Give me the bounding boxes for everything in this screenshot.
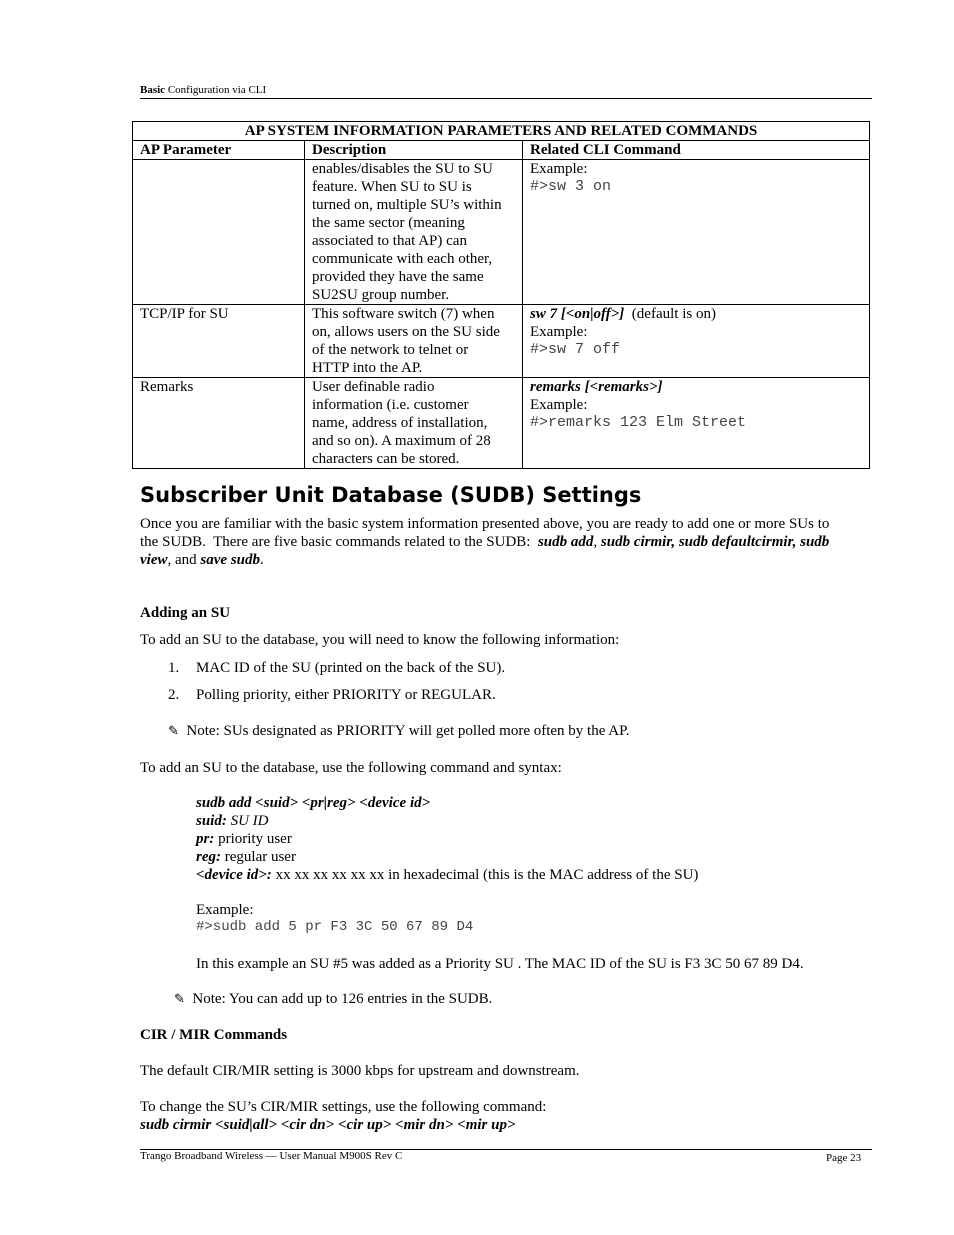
note-entries: ✎ Note: You can add up to 126 entries in the SUDB. bbox=[174, 991, 493, 1007]
command-cell bbox=[523, 305, 870, 378]
description-cell bbox=[305, 378, 523, 469]
description-line: the same sector (meaning bbox=[312, 215, 465, 231]
table-row bbox=[133, 305, 870, 378]
command-ref: sudb cirmir, sudb defaultcirmir, sudb bbox=[600, 534, 830, 550]
footer-title: Trango Broadband Wireless — User Manual M900S Rev C bbox=[140, 1150, 403, 1162]
ap-parameters-table bbox=[132, 121, 870, 469]
description-line: turned on, multiple SU’s within bbox=[312, 197, 502, 213]
note-priority: ✎ Note: SUs designated as PRIORITY will get polled more often by the AP. bbox=[168, 723, 630, 739]
description-line: User definable radio bbox=[312, 379, 435, 395]
section-title: Subscriber Unit Database (SUDB) Settings bbox=[140, 483, 642, 507]
example-label: Example: bbox=[530, 324, 588, 340]
pencil-icon: ✎ bbox=[168, 723, 179, 738]
description-line: enables/disables the SU to SU bbox=[312, 161, 493, 177]
example-label: Example: bbox=[530, 397, 588, 413]
header-rule bbox=[140, 98, 872, 99]
definition-line: pr: priority user bbox=[196, 831, 292, 847]
command-cell bbox=[523, 160, 870, 305]
intro-line: the SUDB. There are five basic commands related to the SUDB: sudb add, sudb cirmir, sudb defaultcirmir, sudb bbox=[140, 534, 830, 550]
list-item: Polling priority, either PRIORITY or REGULAR. bbox=[196, 687, 496, 703]
command-syntax-line bbox=[530, 305, 862, 323]
description-line: provided they have the same bbox=[312, 269, 484, 285]
command-ref: save sudb bbox=[200, 552, 261, 568]
description-line: characters can be stored. bbox=[312, 451, 460, 467]
syntax-intro: To add an SU to the database, use the following command and syntax: bbox=[140, 760, 562, 776]
intro-line: Once you are familiar with the basic system information presented above, you are ready to add one or more SUs to bbox=[140, 516, 830, 532]
table-caption: AP SYSTEM INFORMATION PARAMETERS AND RELATED COMMANDS bbox=[133, 122, 870, 141]
description-line: HTTP into the AP. bbox=[312, 360, 423, 376]
description-line: associated to that AP) can bbox=[312, 233, 467, 249]
intro-paragraph bbox=[140, 515, 865, 569]
param-cell: Remarks bbox=[133, 378, 305, 469]
command-cell bbox=[523, 378, 870, 469]
column-header-parameter: AP Parameter bbox=[133, 141, 305, 160]
description-line: and so on). A maximum of 28 bbox=[312, 433, 491, 449]
command-ref: view bbox=[140, 552, 168, 568]
example-label: Example: bbox=[530, 161, 588, 177]
example-label: Example: bbox=[196, 902, 254, 918]
description-line: of the network to telnet or bbox=[312, 342, 469, 358]
description-cell bbox=[305, 160, 523, 305]
description-line: SU2SU group number. bbox=[312, 287, 450, 303]
definition-line: <device id>: xx xx xx xx xx xx in hexadecimal (this is the MAC address of the SU) bbox=[196, 867, 699, 883]
example-command: #>sw 3 on bbox=[530, 178, 612, 195]
param-cell bbox=[133, 160, 305, 305]
description-line: name, address of installation, bbox=[312, 415, 488, 431]
column-header-description: Description bbox=[305, 141, 523, 160]
running-header-rest: Configuration via CLI bbox=[165, 84, 267, 96]
command-ref: sudb add bbox=[537, 534, 594, 550]
definition-line: reg: regular user bbox=[196, 849, 296, 865]
list-item-number: 1. bbox=[168, 660, 180, 676]
syntax-block bbox=[196, 794, 698, 884]
list-item-number: 2. bbox=[168, 687, 180, 703]
description-line: on, allows users on the SU side bbox=[312, 324, 500, 340]
description-line: This software switch (7) when bbox=[312, 306, 495, 322]
example-command: #>remarks 123 Elm Street bbox=[530, 414, 747, 431]
command-syntax: remarks [<remarks>] bbox=[530, 379, 663, 395]
command-syntax: sw 7 [<on|off>] bbox=[530, 306, 625, 322]
requirements-intro: To add an SU to the database, you will need to know the following information: bbox=[140, 632, 620, 648]
subheading-adding-su: Adding an SU bbox=[140, 605, 231, 621]
cirmir-change-intro: To change the SU’s CIR/MIR settings, use the following command: bbox=[140, 1099, 547, 1115]
cirmir-command: sudb cirmir <suid|all> <cir dn> <cir up> <mir dn> <mir up> bbox=[140, 1117, 516, 1133]
description-line: information (i.e. customer bbox=[312, 397, 469, 413]
pencil-icon: ✎ bbox=[174, 991, 185, 1006]
running-header-bold: Basic bbox=[140, 84, 166, 96]
list-item: MAC ID of the SU (printed on the back of the SU). bbox=[196, 660, 506, 676]
table-row bbox=[133, 378, 870, 469]
description-line: communicate with each other, bbox=[312, 251, 493, 267]
description-line: feature. When SU to SU is bbox=[312, 179, 472, 195]
running-header bbox=[140, 84, 266, 96]
table-row bbox=[133, 160, 870, 305]
example-command: #>sw 7 off bbox=[530, 341, 621, 358]
intro-line: view, and save sudb. bbox=[140, 552, 264, 568]
example-explanation: In this example an SU #5 was added as a Priority SU . The MAC ID of the SU is F3 3C 50 67 89 D4. bbox=[196, 956, 804, 972]
definition-line: suid: SU ID bbox=[196, 813, 269, 829]
param-cell: TCP/IP for SU bbox=[133, 305, 305, 378]
column-header-command: Related CLI Command bbox=[523, 141, 870, 160]
command-default-note: (default is on) bbox=[624, 306, 716, 322]
cirmir-default: The default CIR/MIR setting is 3000 kbps for upstream and downstream. bbox=[140, 1063, 580, 1079]
page-number: Page 23 bbox=[826, 1152, 862, 1164]
example-command: #>sudb add 5 pr F3 3C 50 67 89 D4 bbox=[196, 919, 474, 935]
subheading-cir-mir: CIR / MIR Commands bbox=[140, 1027, 288, 1043]
description-cell bbox=[305, 305, 523, 378]
syntax-command: sudb add <suid> <pr|reg> <device id> bbox=[196, 795, 431, 811]
